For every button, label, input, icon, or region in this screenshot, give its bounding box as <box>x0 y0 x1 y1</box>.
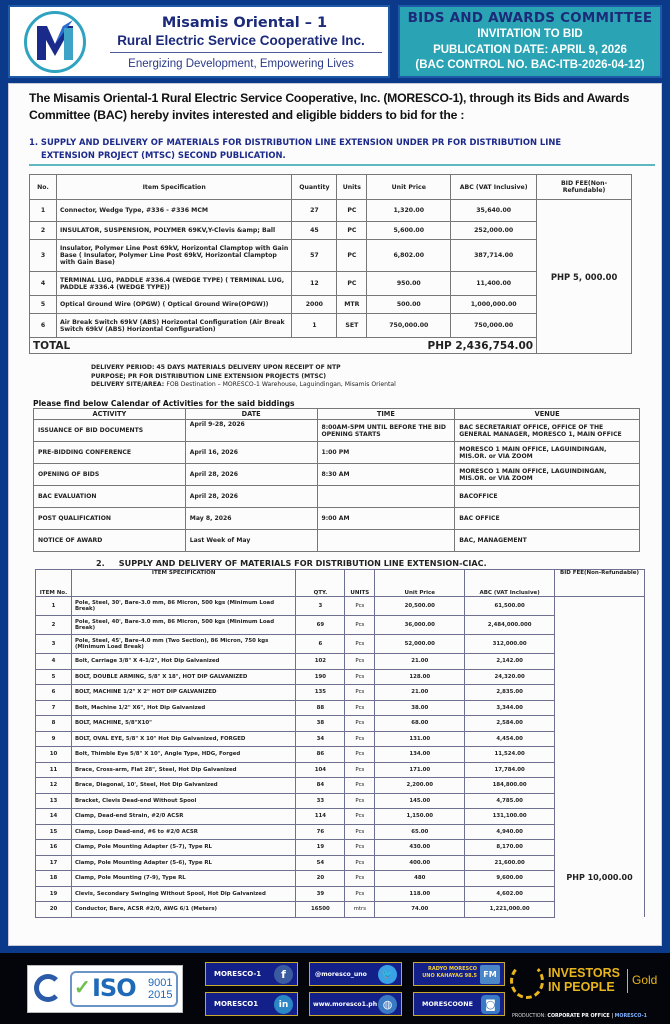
table-row <box>36 824 645 840</box>
item-number: 5 <box>30 296 57 314</box>
item-number: 4 <box>36 654 72 670</box>
item-abc: 252,000.00 <box>451 222 537 240</box>
item-unit-price: 38.00 <box>375 700 465 716</box>
table-header-row <box>30 175 632 200</box>
item-quantity: 54 <box>296 855 345 871</box>
item-number: 19 <box>36 886 72 902</box>
item-quantity: 88 <box>296 700 345 716</box>
investors-in-people-badge <box>510 963 660 999</box>
instagram-link[interactable] <box>413 992 505 1016</box>
control-number: (BAC CONTROL NO. BAC-ITB-2026-04-12) <box>415 59 645 71</box>
laurel-wreath-icon <box>510 963 544 999</box>
activity: BAC EVALUATION <box>34 486 186 508</box>
total-value: PHP 2,436,754.00 <box>337 338 537 354</box>
item-unit: Pcs <box>345 886 375 902</box>
column-header: Units <box>337 175 367 200</box>
twitter-link[interactable] <box>309 962 402 986</box>
item-abc: 8,170.00 <box>465 840 555 856</box>
globe-icon: ◍ <box>378 995 397 1014</box>
calendar-row <box>34 508 640 530</box>
activity-date: April 9-28, 2026 <box>185 420 317 442</box>
section2-title: 2. SUPPLY AND DELIVERY OF MATERIALS FOR DISTRIBUTION LINE EXTENSION-CIAC. <box>96 558 487 568</box>
item-unit: Pcs <box>345 731 375 747</box>
item-unit-price: 1,320.00 <box>367 200 451 222</box>
item-specification: Bracket, Clevis Dead-end Without Spool <box>71 793 295 809</box>
calendar-row <box>34 420 640 442</box>
radio-link[interactable] <box>413 962 505 986</box>
item-unit-price: 6,802.00 <box>367 240 451 272</box>
item-quantity: 33 <box>296 793 345 809</box>
item-abc: 24,320.00 <box>465 669 555 685</box>
column-header: TIME <box>317 409 455 420</box>
column-header: VENUE <box>455 409 640 420</box>
item-unit-price: 134.00 <box>375 747 465 763</box>
calendar-table <box>33 408 640 552</box>
column-header: No. <box>30 175 57 200</box>
item-specification: Clamp, Loop Dead-end, #6 to #2/0 ACSR <box>71 824 295 840</box>
item-quantity: 16500 <box>296 902 345 918</box>
item-abc: 750,000.00 <box>451 314 537 338</box>
table-row <box>36 700 645 716</box>
activity-date: Last Week of May <box>185 530 317 552</box>
item-quantity: 12 <box>292 272 337 296</box>
item-number: 16 <box>36 840 72 856</box>
item-quantity: 6 <box>296 635 345 654</box>
item-specification: Connector, Wedge Type, #336 - #336 MCM <box>56 200 291 222</box>
table-row <box>36 597 645 616</box>
item-abc: 131,100.00 <box>465 809 555 825</box>
social-label: MORESCO1 <box>214 1000 259 1008</box>
org-tagline: Energizing Development, Empowering Lives <box>128 58 354 70</box>
table-row <box>36 635 645 654</box>
item-unit-price: 131.00 <box>375 731 465 747</box>
item-unit-price: 20,500.00 <box>375 597 465 616</box>
item-unit-price: 21.00 <box>375 685 465 701</box>
calendar-row <box>34 464 640 486</box>
table-row <box>36 840 645 856</box>
item-specification: BOLT, MACHINE, 5/8"X10" <box>71 716 295 732</box>
delivery-info <box>91 364 396 390</box>
item-unit: Pcs <box>345 597 375 616</box>
divider <box>627 969 628 993</box>
item-number: 20 <box>36 902 72 918</box>
item-unit-price: 171.00 <box>375 762 465 778</box>
item-number: 18 <box>36 871 72 887</box>
item-specification: Clamp, Dead-end Strain, #2/0 ACSR <box>71 809 295 825</box>
activity: PRE-BIDDING CONFERENCE <box>34 442 186 464</box>
activity-time: 8:00AM-5PM UNTIL BEFORE THE BID OPENING STARTS <box>317 420 455 442</box>
item-quantity: 104 <box>296 762 345 778</box>
item-specification: Clamp, Pole Mounting Adapter (5-7), Type RL <box>71 840 295 856</box>
item-unit: PC <box>337 200 367 222</box>
column-header: UNITS <box>345 570 375 597</box>
activity-time: 8:30 AM <box>317 464 455 486</box>
divider <box>29 164 655 166</box>
item-number: 6 <box>30 314 57 338</box>
item-unit-price: 68.00 <box>375 716 465 732</box>
table-row <box>36 809 645 825</box>
item-quantity: 38 <box>296 716 345 732</box>
item-quantity: 19 <box>296 840 345 856</box>
social-label: @moresco_uno <box>315 970 367 978</box>
table-row <box>36 669 645 685</box>
intro-paragraph: The Misamis Oriental-1 Rural Electric Service Cooperative, Inc. (MORESCO-1), through its Bids and Awards Committee (BAC) hereby invites interested and eligible bidders to bid for the : <box>29 91 630 122</box>
checkmark-icon: ✓ <box>74 977 91 999</box>
item-specification: Pole, Steel, 45', Bare-4.0 mm (Two Section), 86 Micron, 750 kgs (Minimum Load Break) <box>71 635 295 654</box>
org-header <box>8 5 390 78</box>
item-specification: INSULATOR, SUSPENSION, POLYMER 69KV,Y-Clevis &amp; Ball <box>56 222 291 240</box>
table-header-row <box>34 409 640 420</box>
item-unit: Pcs <box>345 635 375 654</box>
item-specification: Pole, Steel, 40', Bare-3.0 mm, 86 Micron, 500 kgs (Minimum Load Break) <box>71 616 295 635</box>
activity-venue: MORESCO 1 MAIN OFFICE, LAGUINDINGAN, MIS.OR. or VIA ZOOM <box>455 464 640 486</box>
item-unit: Pcs <box>345 824 375 840</box>
item-quantity: 102 <box>296 654 345 670</box>
item-number: 2 <box>36 616 72 635</box>
iip-line1: INVESTORS <box>548 966 621 980</box>
item-unit: MTR <box>337 296 367 314</box>
production-credit <box>512 1014 647 1019</box>
table-row <box>36 778 645 794</box>
item-unit: Pcs <box>345 654 375 670</box>
iso-year: 2015 <box>148 989 173 1001</box>
column-header: BID FEE(Non-Refundable) <box>537 175 632 200</box>
table-row <box>36 902 645 918</box>
instagram-icon: ◙ <box>481 995 500 1014</box>
item-unit: PC <box>337 222 367 240</box>
item-specification: Brace, Diagonal, 10', Steel, Hot Dip Galvanized <box>71 778 295 794</box>
item-quantity: 1 <box>292 314 337 338</box>
item-specification: Bolt, Thimble Eye 5/8" X 10", Angle Type, HDG, Forged <box>71 747 295 763</box>
section1-title <box>29 136 649 162</box>
item-unit-price: 950.00 <box>367 272 451 296</box>
item-number: 7 <box>36 700 72 716</box>
section1-items-table <box>29 174 632 354</box>
item-unit: Pcs <box>345 855 375 871</box>
committee-title: BIDS AND AWARDS COMMITTEE <box>407 10 653 26</box>
iso-certification-badge <box>27 965 183 1013</box>
footer <box>0 953 670 1024</box>
production-label: PRODUCTION: <box>512 1014 546 1019</box>
activity-time: 9:00 AM <box>317 508 455 530</box>
activity: NOTICE OF AWARD <box>34 530 186 552</box>
activity-date: April 16, 2026 <box>185 442 317 464</box>
table-header-row <box>36 570 645 597</box>
table-row <box>36 616 645 635</box>
item-unit: Pcs <box>345 762 375 778</box>
item-abc: 2,584.00 <box>465 716 555 732</box>
item-abc: 35,640.00 <box>451 200 537 222</box>
item-unit: Pcs <box>345 669 375 685</box>
invitation-page <box>8 83 662 946</box>
item-abc: 17,784.00 <box>465 762 555 778</box>
item-number: 15 <box>36 824 72 840</box>
item-abc: 4,454.00 <box>465 731 555 747</box>
item-abc: 11,524.00 <box>465 747 555 763</box>
column-header: ITEM No. <box>36 570 72 597</box>
item-unit-price: 145.00 <box>375 793 465 809</box>
item-unit-price: 5,600.00 <box>367 222 451 240</box>
item-unit: Pcs <box>345 616 375 635</box>
activity: POST QUALIFICATION <box>34 508 186 530</box>
item-quantity: 39 <box>296 886 345 902</box>
table-row <box>36 716 645 732</box>
item-specification: Conductor, Bare, ACSR #2/0, AWG 6/1 (Meters) <box>71 902 295 918</box>
item-unit-price: 1,150.00 <box>375 809 465 825</box>
activity-venue: BAC, MANAGEMENT <box>455 530 640 552</box>
twitter-icon: 🐦 <box>378 965 397 984</box>
document-type: INVITATION TO BID <box>477 28 583 40</box>
item-number: 13 <box>36 793 72 809</box>
activity-date: April 28, 2026 <box>185 464 317 486</box>
item-abc: 387,714.00 <box>451 240 537 272</box>
item-unit-price: 118.00 <box>375 886 465 902</box>
item-number: 4 <box>30 272 57 296</box>
iso-number: 9001 <box>148 977 173 989</box>
item-unit: Pcs <box>345 747 375 763</box>
linkedin-link[interactable] <box>205 992 298 1016</box>
activity-time <box>317 530 455 552</box>
column-header: Unit Price <box>375 570 465 597</box>
column-header: Unit Price <box>367 175 451 200</box>
item-specification: Air Break Switch 69kV (ABS) Horizontal Configuration (Air Break Switch 69kV (ABS) Horizontal Configuration) <box>56 314 291 338</box>
item-quantity: 2000 <box>292 296 337 314</box>
item-unit: Pcs <box>345 716 375 732</box>
item-specification: BOLT, DOUBLE ARMING, 5/8" X 18", HOT DIP GALVANIZED <box>71 669 295 685</box>
item-number: 8 <box>36 716 72 732</box>
item-specification: Clevis, Secondary Swinging Without Spool, Hot Dip Galvanized <box>71 886 295 902</box>
item-quantity: 34 <box>296 731 345 747</box>
table-row <box>36 731 645 747</box>
item-number: 2 <box>30 222 57 240</box>
activity: ISSUANCE OF BID DOCUMENTS <box>34 420 186 442</box>
item-number: 5 <box>36 669 72 685</box>
item-quantity: 57 <box>292 240 337 272</box>
calendar-heading: Please find below Calendar of Activities for the said biddings <box>33 399 295 408</box>
social-label: MORESCO-1 <box>214 970 262 978</box>
activity-venue: MORESCO 1 MAIN OFFICE, LAGUINDINGAN, MIS.OR. or VIA ZOOM <box>455 442 640 464</box>
item-unit-price: 500.00 <box>367 296 451 314</box>
iso-label: ISO <box>92 974 136 1002</box>
table-row <box>36 886 645 902</box>
activity-venue: BACOFFICE <box>455 486 640 508</box>
item-unit: Pcs <box>345 871 375 887</box>
item-number: 9 <box>36 731 72 747</box>
item-number: 3 <box>36 635 72 654</box>
item-specification: Bolt, Carriage 3/8" X 4-1/2", Hot Dip Galvanized <box>71 654 295 670</box>
item-unit: Pcs <box>345 793 375 809</box>
linkedin-icon: in <box>274 995 293 1014</box>
table-row <box>36 871 645 887</box>
section1-title-line1: 1. SUPPLY AND DELIVERY OF MATERIALS FOR DISTRIBUTION LINE EXTENSION UNDER PR FOR DISTRIBUTION LINE <box>29 137 562 147</box>
iip-title <box>548 966 620 994</box>
item-unit-price: 74.00 <box>375 902 465 918</box>
activity-date: April 28, 2026 <box>185 486 317 508</box>
item-quantity: 86 <box>296 747 345 763</box>
facebook-link[interactable] <box>205 962 298 986</box>
item-unit-price: 400.00 <box>375 855 465 871</box>
website-link[interactable] <box>309 992 402 1016</box>
column-header: ACTIVITY <box>34 409 186 420</box>
bac-header <box>398 5 662 78</box>
item-quantity: 190 <box>296 669 345 685</box>
item-specification: Optical Ground Wire (OPGW) ( Optical Ground Wire(OPGW)) <box>56 296 291 314</box>
item-unit-price: 2,200.00 <box>375 778 465 794</box>
item-unit: mtrs <box>345 902 375 918</box>
item-unit-price: 750,000.00 <box>367 314 451 338</box>
table-row <box>36 654 645 670</box>
item-unit: Pcs <box>345 809 375 825</box>
calendar-row <box>34 530 640 552</box>
item-unit-price: 128.00 <box>375 669 465 685</box>
item-specification: Brace, Cross-arm, Flat 28", Steel, Hot Dip Galvanized <box>71 762 295 778</box>
delivery-period: DELIVERY PERIOD: 45 DAYS MATERIALS DELIVERY UPON RECEIPT OF NTP <box>91 364 341 371</box>
item-unit-price: 430.00 <box>375 840 465 856</box>
item-unit: PC <box>337 240 367 272</box>
item-number: 14 <box>36 809 72 825</box>
fm-radio-icon: FM <box>480 965 500 984</box>
item-specification: TERMINAL LUG, PADDLE #336.4 (WEDGE TYPE) ( TERMINAL LUG, PADDLE #336.4 (WEDGE TYPE)) <box>56 272 291 296</box>
total-label: TOTAL <box>30 338 337 354</box>
item-abc: 184,800.00 <box>465 778 555 794</box>
item-unit: PC <box>337 272 367 296</box>
divider <box>110 52 382 53</box>
activity: OPENING OF BIDS <box>34 464 186 486</box>
item-abc: 4,940.00 <box>465 824 555 840</box>
item-unit: Pcs <box>345 685 375 701</box>
item-specification: BOLT, OVAL EYE, 5/8" X 10" Hot Dip Galvanized, FORGED <box>71 731 295 747</box>
item-quantity: 20 <box>296 871 345 887</box>
item-abc: 4,785.00 <box>465 793 555 809</box>
org-name-line2: Rural Electric Service Cooperative Inc. <box>117 33 365 48</box>
item-number: 12 <box>36 778 72 794</box>
activity-time: 1:00 PM <box>317 442 455 464</box>
column-header: ITEM SPECIFICATION <box>71 570 295 597</box>
item-unit: Pcs <box>345 840 375 856</box>
item-quantity: 84 <box>296 778 345 794</box>
item-quantity: 135 <box>296 685 345 701</box>
item-abc: 312,000.00 <box>465 635 555 654</box>
item-number: 11 <box>36 762 72 778</box>
bid-fee: PHP 5, 000.00 <box>537 200 632 354</box>
production-office: CORPORATE PR OFFICE | <box>547 1014 614 1019</box>
item-abc: 1,221,000.00 <box>465 902 555 918</box>
item-unit: SET <box>337 314 367 338</box>
item-number: 10 <box>36 747 72 763</box>
section1-title-line2: EXTENSION PROJECT (MTSC) SECOND PUBLICATION. <box>41 150 286 160</box>
column-header: Item Specification <box>56 175 291 200</box>
column-header: ABC (VAT Inclusive) <box>465 570 555 597</box>
item-specification: Clamp, Pole Mounting (7-9), Type RL <box>71 871 295 887</box>
item-unit-price: 21.00 <box>375 654 465 670</box>
item-specification: Bolt, Machine 1/2" X6", Hot Dip Galvanized <box>71 700 295 716</box>
calendar-row <box>34 442 640 464</box>
item-number: 6 <box>36 685 72 701</box>
production-brand: MORESCO-1 <box>614 1014 647 1019</box>
column-header: Quantity <box>292 175 337 200</box>
publication-date: PUBLICATION DATE: APRIL 9, 2026 <box>433 43 627 56</box>
item-specification: Clamp, Pole Mounting Adapter (5-6), Type RL <box>71 855 295 871</box>
table-row <box>36 793 645 809</box>
item-unit-price: 52,000.00 <box>375 635 465 654</box>
iso-standard <box>148 977 172 1001</box>
delivery-site-label: DELIVERY SITE/AREA: <box>91 381 165 388</box>
item-number: 3 <box>30 240 57 272</box>
social-label: RADYO MORESCO UNO KAHAYAG 98.5 <box>422 966 477 979</box>
item-abc: 11,400.00 <box>451 272 537 296</box>
item-abc: 2,835.00 <box>465 685 555 701</box>
item-unit-price: 480 <box>375 871 465 887</box>
purpose: PURPOSE; PR FOR DISTRIBUTION LINE EXTENSION PROJECTS (MTSC) <box>91 372 326 380</box>
item-abc: 61,500.00 <box>465 597 555 616</box>
item-unit: Pcs <box>345 700 375 716</box>
activity-venue: BAC OFFICE <box>455 508 640 530</box>
item-quantity: 69 <box>296 616 345 635</box>
column-header: ABC (VAT Inclusive) <box>451 175 537 200</box>
delivery-site-value: FOB Destination – MORESCO-1 Warehouse, Laguindingan, Misamis Oriental <box>166 381 396 388</box>
item-abc: 1,000,000.00 <box>451 296 537 314</box>
item-specification: Pole, Steel, 30', Bare-3.0 mm, 86 Micron, 500 kgs (Minimum Load Break) <box>71 597 295 616</box>
item-quantity: 45 <box>292 222 337 240</box>
column-header: QTY. <box>296 570 345 597</box>
item-abc: 2,484,000.000 <box>465 616 555 635</box>
item-number: 1 <box>30 200 57 222</box>
item-quantity: 76 <box>296 824 345 840</box>
column-header: DATE <box>185 409 317 420</box>
social-label: www.moresco1.ph <box>313 1000 378 1008</box>
item-specification: BOLT, MACHINE 1/2" X 2" HOT DIP GALVANIZED <box>71 685 295 701</box>
item-unit: Pcs <box>345 778 375 794</box>
org-name-line1: Misamis Oriental – 1 <box>161 15 328 31</box>
table-row <box>36 855 645 871</box>
certification-seal-icon <box>34 974 62 1002</box>
iip-line2: IN PEOPLE <box>548 980 615 994</box>
item-abc: 2,142.00 <box>465 654 555 670</box>
activity-time <box>317 486 455 508</box>
activity-venue: BAC SECRETARIAT OFFICE, OFFICE OF THE GENERAL MANAGER, MORESCO 1, MAIN OFFICE <box>455 420 640 442</box>
item-quantity: 27 <box>292 200 337 222</box>
bid-fee: PHP 10,000.00 <box>555 597 645 918</box>
table-row <box>30 200 632 222</box>
item-number: 1 <box>36 597 72 616</box>
table-row <box>36 762 645 778</box>
table-row <box>36 747 645 763</box>
section2-items-table <box>35 569 645 918</box>
column-header: BID FEE(Non-Refundable) <box>555 570 645 597</box>
item-unit-price: 65.00 <box>375 824 465 840</box>
calendar-row <box>34 486 640 508</box>
item-abc: 21,600.00 <box>465 855 555 871</box>
item-abc: 9,600.00 <box>465 871 555 887</box>
facebook-icon: f <box>274 965 293 984</box>
item-abc: 4,602.00 <box>465 886 555 902</box>
item-specification: Insulator, Polymer Line Post 69kV, Horizontal Clamptop with Gain Base ( Insulator, Polymer Line Post 69kV, Horizontal Clamptop with Gain Base) <box>56 240 291 272</box>
social-label: MORESCOONE <box>422 1000 473 1008</box>
item-quantity: 114 <box>296 809 345 825</box>
iip-level: Gold <box>632 973 658 987</box>
item-quantity: 3 <box>296 597 345 616</box>
table-row <box>36 685 645 701</box>
activity-date: May 8, 2026 <box>185 508 317 530</box>
item-abc: 3,344.00 <box>465 700 555 716</box>
delivery-site <box>91 381 396 390</box>
moresco-logo-icon <box>24 11 86 73</box>
item-number: 17 <box>36 855 72 871</box>
item-unit-price: 36,000.00 <box>375 616 465 635</box>
